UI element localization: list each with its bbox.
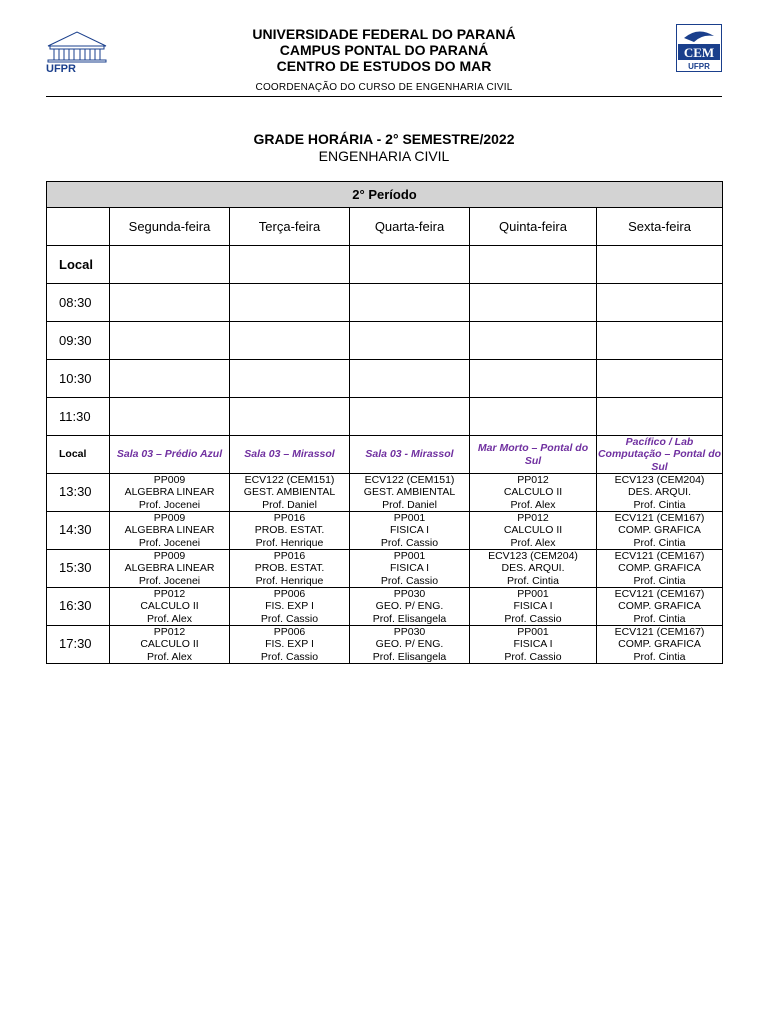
course-name: COMP. GRAFICA [618,600,701,613]
schedule-cell [110,398,230,436]
course-name: PROB. ESTAT. [254,524,325,537]
professor-name: Prof. Cintia [507,574,559,587]
course-name: DES. ARQUI. [627,486,691,499]
course-code: ECV121 (CEM167) [614,626,705,639]
professor-name: Prof. Jocenei [138,574,201,587]
schedule-cell [470,246,597,284]
course-name: COMP. GRAFICA [618,638,701,651]
course-name: CALCULO II [503,524,563,537]
professor-name: Prof. Alex [147,612,192,625]
class-cell [110,626,230,664]
schedule-cell [597,246,723,284]
course-code: PP030 [393,588,426,601]
professor-name: Prof. Cintia [633,498,686,511]
schedule-title: GRADE HORÁRIA - 2° SEMESTRE/2022 [253,131,515,147]
schedule-cell [470,322,597,360]
class-cell [110,588,230,626]
course-name: FISICA I [513,638,553,651]
schedule-cell [597,322,723,360]
professor-name: Prof. Jocenei [138,498,201,511]
course-code: ECV121 (CEM167) [614,512,705,525]
course-name: GEO. P/ ENG. [375,600,444,613]
day-header: Sexta-feira [597,208,723,246]
course-code: PP030 [393,626,426,639]
course-name: CALCULO II [140,638,199,651]
corner-cell [47,208,110,246]
local-label: Local [47,436,110,474]
class-cell [230,550,350,588]
schedule-cell [470,284,597,322]
professor-name: Prof. Elisangela [372,650,447,663]
schedule-cell [110,360,230,398]
campus-name: CAMPUS PONTAL DO PARANÁ [279,42,489,58]
course-name: COMP. GRAFICA [618,524,701,537]
day-header: Quinta-feira [470,208,597,246]
schedule-cell [350,246,470,284]
class-time-row [47,512,723,550]
university-name: UNIVERSIDADE FEDERAL DO PARANÁ [252,26,516,42]
professor-name: Prof. Daniel [262,498,317,511]
time-label: 10:30 [47,360,110,398]
room-cell: Sala 03 – Mirassol [230,436,350,474]
course-code: PP001 [393,550,426,563]
professor-name: Prof. Cassio [260,612,319,625]
time-label: 13:30 [47,474,110,512]
professor-name: Prof. Daniel [382,498,437,511]
schedule-table [46,181,723,664]
course-name: FISICA I [389,524,430,537]
course-code: PP001 [517,626,549,639]
professor-name: Prof. Cassio [380,574,439,587]
professor-name: Prof. Jocenei [138,536,201,549]
course-name: GEO. P/ ENG. [375,638,444,651]
coordination-name: COORDENAÇÃO DO CURSO DE ENGENHARIA CIVIL [255,82,513,93]
course-name: GEST. AMBIENTAL [243,486,336,499]
course-name: FISICA I [389,562,430,575]
professor-name: Prof. Cassio [260,650,319,663]
professor-name: Prof. Alex [510,498,556,511]
center-name: CENTRO DE ESTUDOS DO MAR [276,58,492,74]
class-cell [597,512,723,550]
class-cell [110,512,230,550]
time-label: 17:30 [47,626,110,664]
class-cell [230,588,350,626]
document-header [0,0,768,100]
course-code: PP001 [517,588,549,601]
time-label: 15:30 [47,550,110,588]
weekday-header-row [47,208,723,246]
class-cell [597,474,723,512]
course-code: PP012 [153,626,186,639]
course-code: ECV121 (CEM167) [614,550,705,563]
professor-name: Prof. Alex [510,536,556,549]
schedule-cell [470,398,597,436]
course-name: ALGEBRA LINEAR [124,486,215,499]
schedule-cell [597,284,723,322]
local-row-afternoon [47,436,723,474]
class-cell [110,550,230,588]
course-code: PP012 [153,588,186,601]
course-name: DES. ARQUI. [501,562,565,575]
class-cell [350,588,470,626]
schedule-cell [230,284,350,322]
class-cell [470,512,597,550]
schedule-cell [350,322,470,360]
cem-logo-text: CEM [683,45,715,60]
schedule-cell [110,284,230,322]
cem-logo-subtext: UFPR [688,62,710,71]
class-cell [597,626,723,664]
course-code: ECV123 (CEM204) [614,474,705,487]
room-cell: Sala 03 - Mirassol [350,436,470,474]
day-header: Segunda-feira [110,208,230,246]
schedule-cell [350,360,470,398]
professor-name: Prof. Henrique [255,536,324,549]
course-code: PP001 [393,512,426,525]
class-cell [350,512,470,550]
time-row [47,398,723,436]
course-code: PP006 [273,626,306,639]
schedule-cell [470,360,597,398]
schedule-cell [230,246,350,284]
class-cell [470,474,597,512]
course-name: FISICA I [513,600,553,613]
course-code: PP009 [153,474,186,487]
course-name: ALGEBRA LINEAR [124,562,215,575]
schedule-cell [230,360,350,398]
room-cell: Mar Morto – Pontal do Sul [470,436,597,474]
schedule-cell [110,246,230,284]
schedule-cell [350,284,470,322]
period-label: 2° Período [47,182,723,208]
ufpr-logo-text: UFPR [46,63,76,74]
period-row [47,182,723,208]
class-time-row [47,626,723,664]
class-cell [470,550,597,588]
course-code: PP012 [517,512,549,525]
professor-name: Prof. Cintia [633,536,686,549]
time-label: 08:30 [47,284,110,322]
time-label: 14:30 [47,512,110,550]
day-header: Terça-feira [230,208,350,246]
course-code: ECV122 (CEM151) [244,474,335,487]
class-cell [350,474,470,512]
class-cell [597,550,723,588]
professor-name: Prof. Cintia [633,650,686,663]
time-row [47,322,723,360]
professor-name: Prof. Cassio [504,650,562,663]
cem-logo [676,24,722,72]
time-label: 16:30 [47,588,110,626]
day-header: Quarta-feira [350,208,470,246]
schedule-cell [597,360,723,398]
local-label: Local [47,246,110,284]
time-row [47,360,723,398]
course-code: PP009 [153,550,186,563]
course-name: FIS. EXP I [265,638,314,651]
schedule-subtitle: ENGENHARIA CIVIL [318,148,450,164]
class-cell [597,588,723,626]
course-code: ECV122 (CEM151) [364,474,455,487]
room-cell: Sala 03 – Prédio Azul [110,436,230,474]
course-code: PP009 [153,512,186,525]
class-time-row [47,550,723,588]
schedule-cell [597,398,723,436]
local-row-morning [47,246,723,284]
class-cell [470,626,597,664]
schedule-cell [350,398,470,436]
professor-name: Prof. Cintia [633,612,686,625]
course-name: GEST. AMBIENTAL [363,486,456,499]
class-cell [350,626,470,664]
professor-name: Prof. Cassio [504,612,562,625]
class-cell [350,550,470,588]
room-cell: Pacífico / Lab Computação – Pontal do Sul [597,436,722,473]
professor-name: Prof. Alex [147,650,192,663]
course-code: PP016 [273,512,306,525]
course-name: ALGEBRA LINEAR [124,524,215,537]
course-code: PP006 [273,588,306,601]
course-name: CALCULO II [503,486,563,499]
time-label: 09:30 [47,322,110,360]
schedule-cell [230,398,350,436]
header-divider [46,96,722,97]
class-time-row [47,588,723,626]
professor-name: Prof. Cintia [633,574,686,587]
course-name: FIS. EXP I [265,600,314,613]
class-cell [230,626,350,664]
course-code: ECV121 (CEM167) [614,588,705,601]
course-code: PP012 [517,474,549,487]
professor-name: Prof. Henrique [255,574,324,587]
course-code: PP016 [273,550,306,563]
class-cell [470,588,597,626]
time-row [47,284,723,322]
schedule-cell [230,322,350,360]
professor-name: Prof. Cassio [380,536,439,549]
course-name: PROB. ESTAT. [254,562,325,575]
course-code: ECV123 (CEM204) [488,550,578,563]
class-cell [110,474,230,512]
class-cell [230,474,350,512]
class-time-row [47,474,723,512]
class-cell [230,512,350,550]
time-label: 11:30 [47,398,110,436]
course-name: CALCULO II [140,600,199,613]
professor-name: Prof. Elisangela [372,612,447,625]
schedule-cell [110,322,230,360]
course-name: COMP. GRAFICA [618,562,701,575]
